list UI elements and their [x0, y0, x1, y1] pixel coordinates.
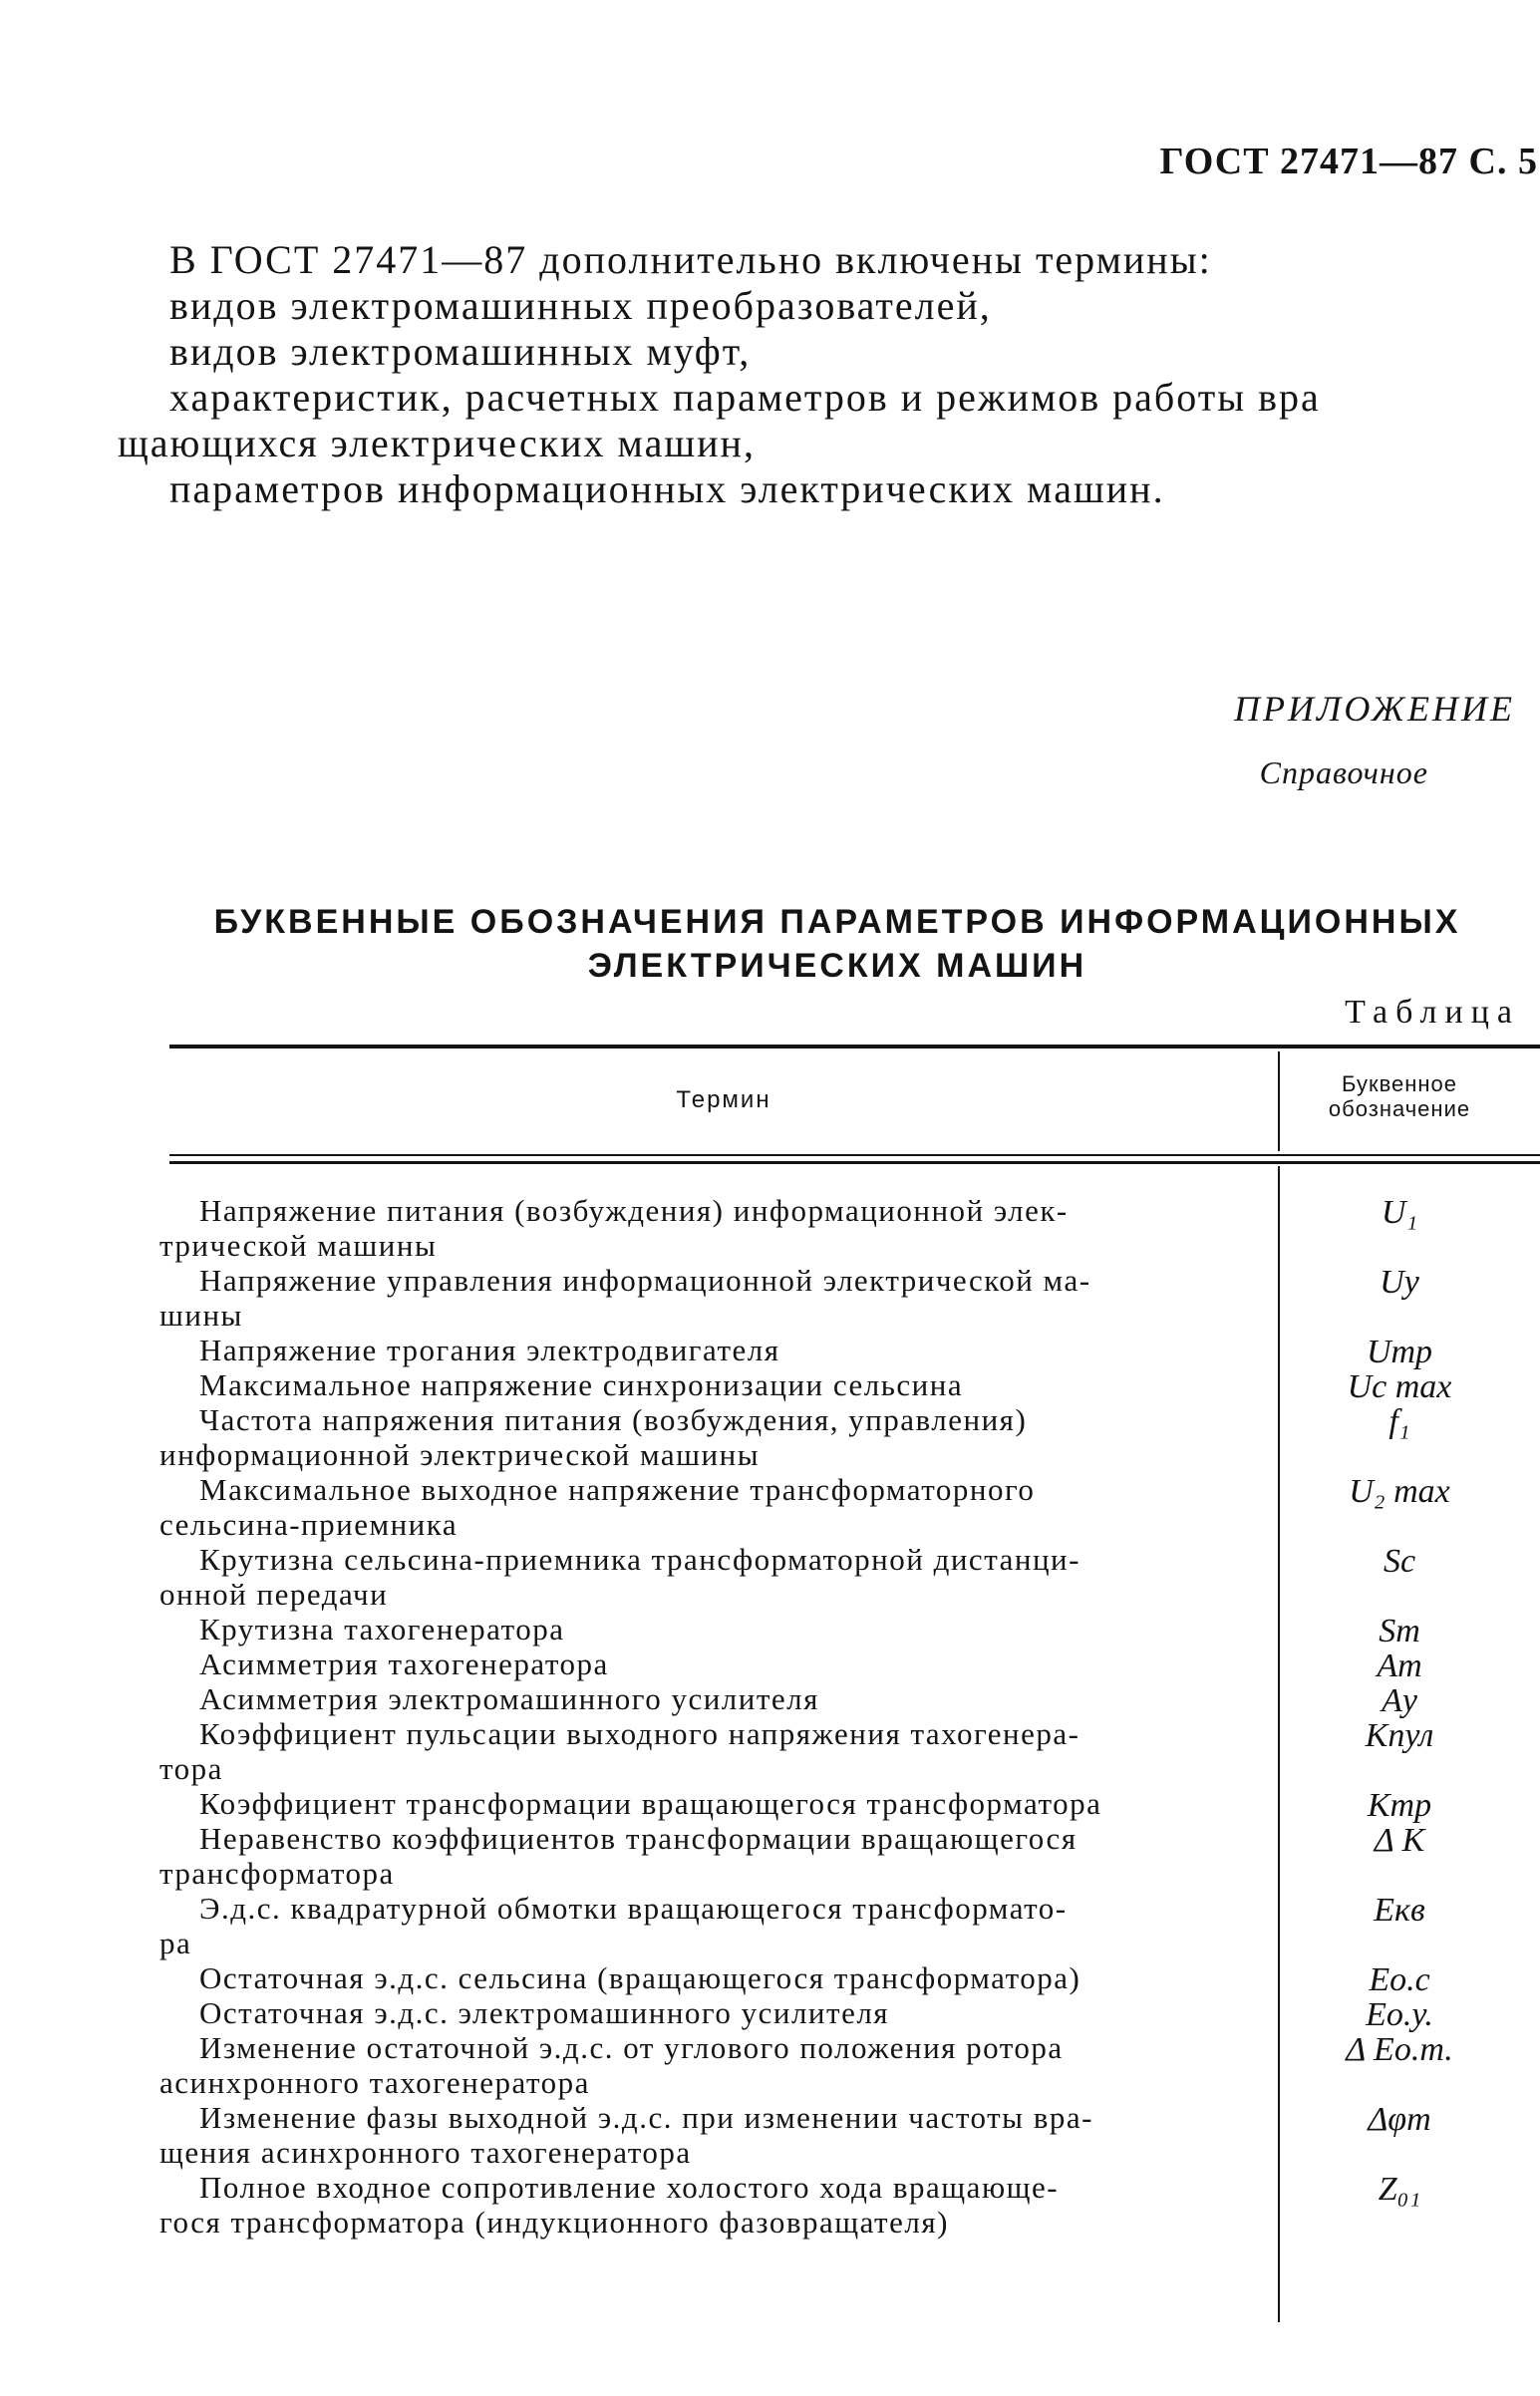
- intro-line: щающихся электрических машин,: [118, 421, 756, 465]
- table-row: [0, 1647, 1540, 1684]
- term-cell: [159, 1716, 1226, 1786]
- intro-line: В ГОСТ 27471—87 дополнительно включены термины:: [169, 237, 1212, 282]
- header-rule: [169, 1161, 1540, 1164]
- table-row: [0, 1995, 1540, 2033]
- symbol-cell: U₁: [1381, 1194, 1418, 1231]
- table-row: [0, 2030, 1540, 2100]
- term-text: Максимальное напряжение синхронизации сельсина: [199, 1367, 964, 1402]
- term-text-continued: тора: [159, 1751, 223, 1786]
- term-text: Асимметрия электромашинного усилителя: [199, 1681, 819, 1716]
- term-text-continued: трической машины: [159, 1228, 438, 1263]
- appendix-subtitle: Справочное: [1259, 754, 1428, 790]
- term-cell: [159, 1402, 1226, 1472]
- symbol-cell: Aт: [1377, 1647, 1422, 1684]
- term-cell: [159, 1647, 1226, 1681]
- table-row: [0, 1681, 1540, 1719]
- symbol-cell: f₁: [1388, 1403, 1410, 1440]
- table-title: [169, 900, 1505, 988]
- term-text: Асимметрия тахогенератора: [199, 1647, 609, 1681]
- term-text: Изменение остаточной э.д.с. от углового положения ротора: [199, 2030, 1064, 2065]
- term-text-continued: шины: [159, 1298, 243, 1333]
- column-header-symbol: [1280, 1071, 1519, 1121]
- term-text: Частота напряжения питания (возбуждения, управления): [199, 1402, 1028, 1437]
- column-header-term: Термин: [676, 1086, 771, 1113]
- table-row: [0, 1402, 1540, 1472]
- term-text: Неравенство коэффициентов трансформации вращающегося: [199, 1821, 1078, 1856]
- table-row: [0, 1612, 1540, 1647]
- column-header-symbol-line: Буквенное: [1341, 1071, 1458, 1096]
- term-cell: [159, 2030, 1226, 2100]
- term-text: Э.д.с. квадратурной обмотки вращающегося трансформато-: [199, 1891, 1068, 1926]
- term-text-continued: онной передачи: [159, 1577, 389, 1612]
- symbol-cell: Δφт: [1368, 2101, 1431, 2138]
- term-text: Крутизна сельсина-приемника трансформаторной дистанци-: [199, 1542, 1080, 1577]
- symbol-cell: Kпул: [1365, 1717, 1434, 1754]
- term-text: Напряжение питания (возбуждения) информационной элек-: [199, 1193, 1069, 1228]
- table-row: [0, 1367, 1540, 1405]
- appendix-label: ПРИЛОЖЕНИЕ: [1234, 689, 1515, 729]
- term-text-continued: трансформатора: [159, 1856, 395, 1891]
- table-row: [0, 1193, 1540, 1263]
- table-row: [0, 1333, 1540, 1370]
- term-cell: [159, 1263, 1226, 1333]
- term-text: Изменение фазы выходной э.д.с. при изменении частоты вра-: [199, 2100, 1093, 2135]
- term-cell: [159, 1786, 1226, 1821]
- table-row: [0, 1542, 1540, 1612]
- term-text-continued: асинхронного тахогенератора: [159, 2065, 590, 2100]
- intro-line: видов электромашинных муфт,: [169, 329, 752, 374]
- header-rule: [169, 1154, 1540, 1156]
- table-row: [0, 2100, 1540, 2170]
- page-header-ref: ГОСТ 27471—87 С. 5: [1159, 141, 1538, 182]
- term-cell: [159, 1821, 1226, 1891]
- term-text: Остаточная э.д.с. электромашинного усилителя: [199, 1995, 890, 2030]
- table-row: [0, 1786, 1540, 1824]
- symbol-cell: Uтр: [1366, 1334, 1433, 1370]
- table-body: [0, 1193, 1540, 2240]
- symbol-cell: Uc max: [1347, 1368, 1452, 1405]
- table-row: [0, 2170, 1540, 2240]
- term-cell: [159, 2170, 1226, 2240]
- intro-paragraph: [118, 237, 1540, 512]
- symbol-cell: Δ K: [1374, 1822, 1425, 1859]
- symbol-cell: Sт: [1379, 1613, 1420, 1649]
- table-row: [0, 1472, 1540, 1542]
- term-cell: [159, 1367, 1226, 1402]
- term-text: Напряжение управления информационной электрической ма-: [199, 1263, 1091, 1298]
- term-text-continued: сельсина-приемника: [159, 1507, 459, 1542]
- term-cell: [159, 1612, 1226, 1647]
- term-text: Крутизна тахогенератора: [199, 1612, 565, 1647]
- intro-line: видов электромашинных преобразователей,: [169, 283, 992, 328]
- symbol-cell: Eо.у.: [1366, 1996, 1433, 2033]
- term-cell: [159, 1193, 1226, 1263]
- term-text: Максимальное выходное напряжение трансформаторного: [199, 1472, 1036, 1507]
- symbol-cell: Kтр: [1367, 1787, 1432, 1824]
- symbol-cell: Aу: [1382, 1682, 1417, 1719]
- symbol-cell: Δ Eо.т.: [1346, 2031, 1453, 2068]
- term-cell: [159, 1681, 1226, 1716]
- term-cell: [159, 1542, 1226, 1612]
- intro-line: параметров информационных электрических машин.: [169, 466, 1165, 511]
- term-text-continued: информационной электрической машины: [159, 1437, 761, 1472]
- table-title-line: БУКВЕННЫЕ ОБОЗНАЧЕНИЯ ПАРАМЕТРОВ ИНФОРМАЦИОННЫХ: [213, 903, 1461, 941]
- symbol-cell: Eкв: [1374, 1892, 1425, 1929]
- term-text: Напряжение трогания электродвигателя: [199, 1333, 780, 1367]
- symbol-cell: Z₀₁: [1378, 2171, 1421, 2208]
- table-row: [0, 1716, 1540, 1786]
- intro-line: характеристик, расчетных параметров и режимов работы вра: [169, 375, 1321, 420]
- term-cell: [159, 1891, 1226, 1960]
- symbol-cell: Sc: [1383, 1543, 1416, 1580]
- term-cell: [159, 2100, 1226, 2170]
- term-text: Полное входное сопротивление холостого хода вращающе-: [199, 2170, 1060, 2205]
- term-text: Коэффициент трансформации вращающегося трансформатора: [199, 1786, 1102, 1821]
- term-cell: [159, 1472, 1226, 1542]
- term-text-continued: щения асинхронного тахогенератора: [159, 2135, 692, 2170]
- term-cell: [159, 1333, 1226, 1367]
- table-row: [0, 1821, 1540, 1891]
- table-row: [0, 1263, 1540, 1333]
- table-caption: Таблица: [1345, 994, 1520, 1031]
- symbol-cell: Uу: [1380, 1264, 1419, 1301]
- table-title-line: ЭЛЕКТРИЧЕСКИХ МАШИН: [587, 947, 1087, 985]
- term-cell: [159, 1960, 1226, 1995]
- term-text-continued: ра: [159, 1926, 192, 1960]
- column-header-symbol-line: обозначение: [1328, 1096, 1471, 1121]
- term-cell: [159, 1995, 1226, 2030]
- symbol-cell: U₂ max: [1349, 1473, 1450, 1510]
- table-top-rule: [169, 1045, 1540, 1048]
- table-row: [0, 1891, 1540, 1960]
- term-text: Коэффициент пульсации выходного напряжения тахогенера-: [199, 1716, 1080, 1751]
- symbol-cell: Eо.с: [1369, 1961, 1430, 1998]
- term-text-continued: гося трансформатора (индукционного фазовращателя): [159, 2205, 949, 2240]
- term-text: Остаточная э.д.с. сельсина (вращающегося трансформатора): [199, 1960, 1081, 1995]
- table-row: [0, 1960, 1540, 1998]
